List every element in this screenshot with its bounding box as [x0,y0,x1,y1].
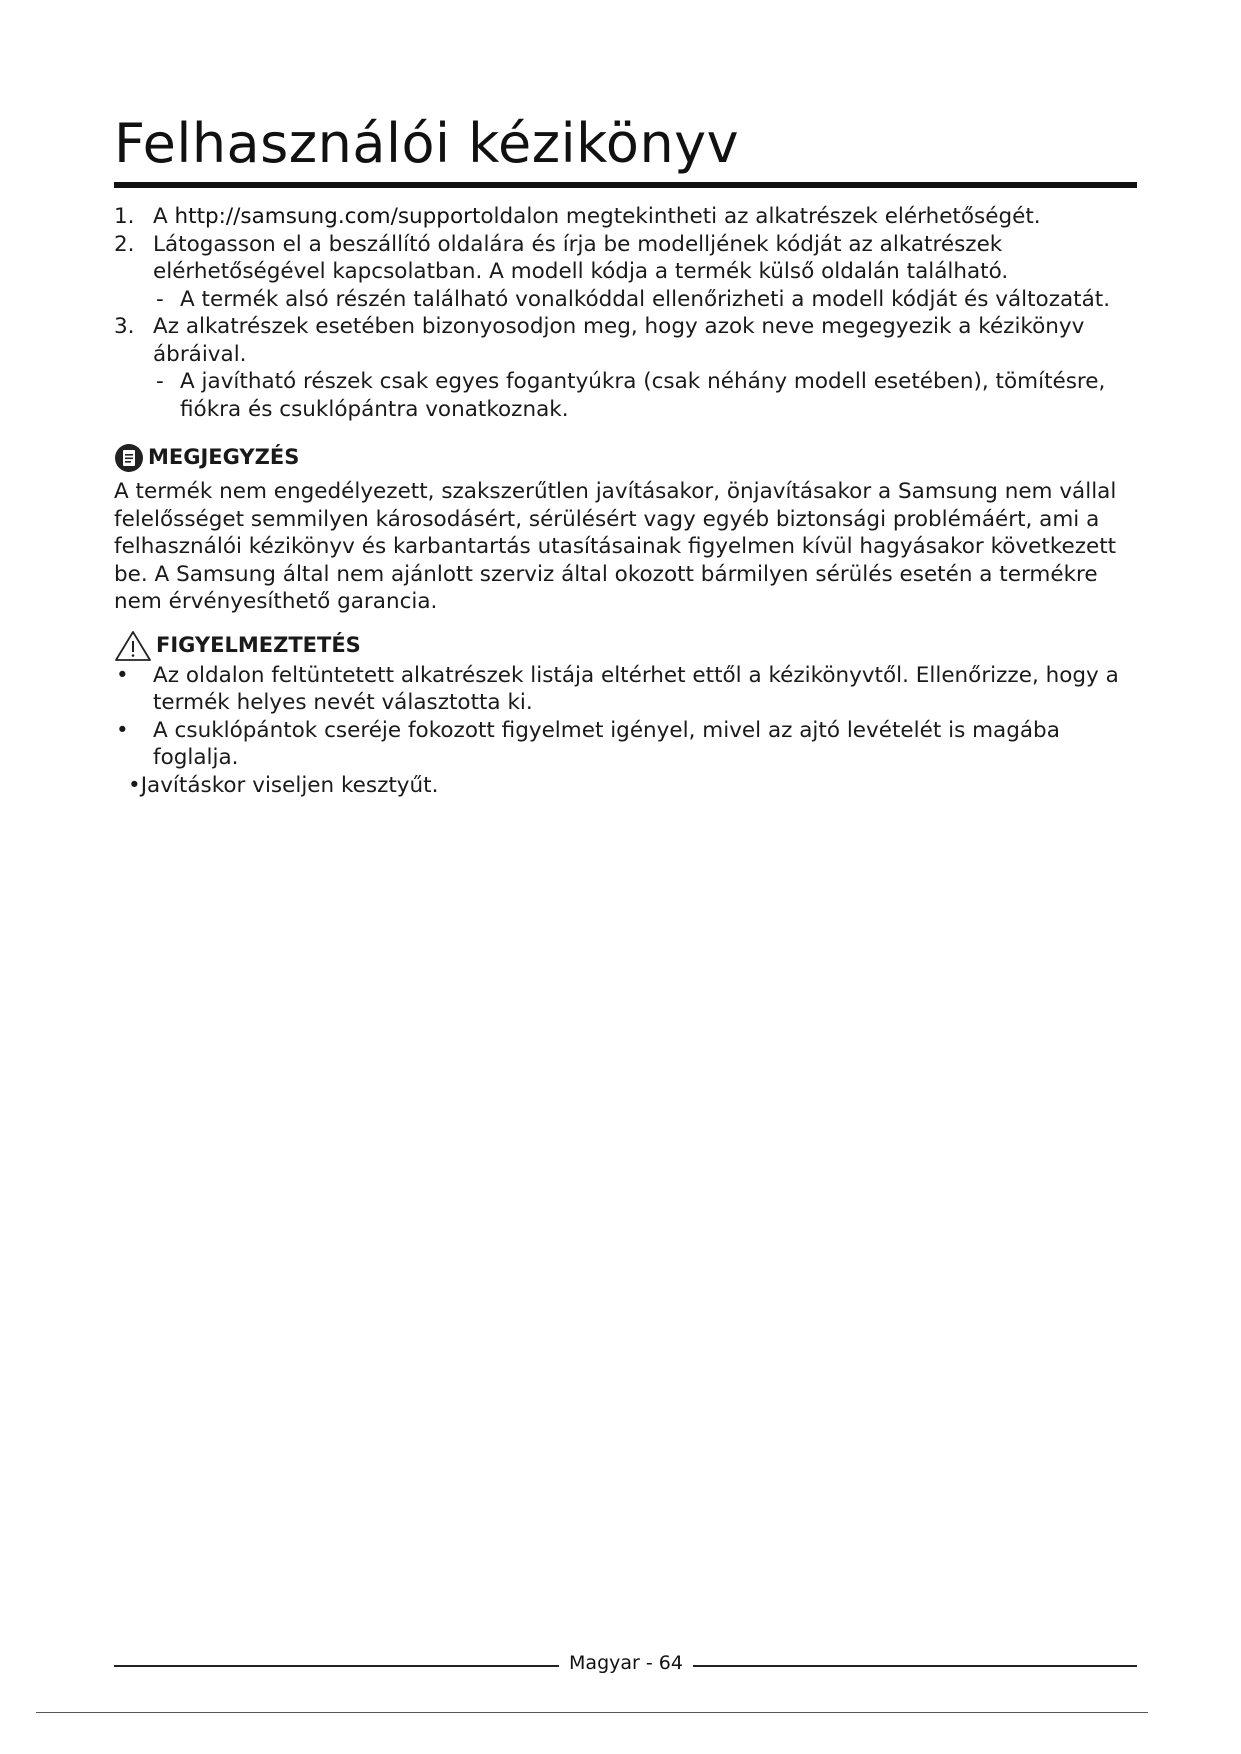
note-heading [114,443,1144,473]
note-text: A termék nem engedélyezett, szakszerűtlen javításakor, önjavításakor a Samsung nem vállal felelősséget semmilyen károsodásért, sérülésért vagy egyéb biztonsági problémáért, ami a felhasználói kézikönyv és karbantartás utasításainak figyelmen kívül hagyásakor következett be. A Samsung által nem ajánlott szerviz által okozott bármilyen sérülés esetén a termékre nem érvényesíthető garancia. [114,479,1117,614]
subitem-text: A termék alsó részén található vonalkóddal ellenőrizheti a modell kódját és változatát. [180,286,1111,312]
warning-bullet [114,717,1144,772]
note-icon [114,443,144,473]
footer-rule-left [114,1665,559,1667]
subitem-text: A javítható részek csak egyes fogantyúkra (csak néhány modell esetében), tömítésre, fiókra és csuklópántra vonatkoznak. [180,369,1106,422]
step-3 [114,313,1144,368]
bullet-text: A csuklópántok cseréje fokozott figyelmet igényel, mivel az ajtó levételét is magába foglalja. [153,717,1060,770]
step-text-prefix: A [153,204,175,229]
warning-icon [114,630,152,662]
support-link[interactable]: http://samsung.com/support [174,204,481,229]
bullet-text: Az oldalon feltüntetett alkatrészek listája eltérhet ettől a kézikönyvtől. Ellenőrizze, hogy a termék helyes nevét választotta ki. [153,662,1119,715]
step-3-subitem [114,368,1144,423]
page-title: Felhasználói kézikönyv [114,112,740,175]
page-number: Magyar - 64 [569,1652,683,1674]
step-1 [114,203,1144,231]
step-text: Az alkatrészek esetében bizonyosodjon meg, hogy azok neve megegyezik a kézikönyv ábráival. [153,314,1085,367]
step-number: 3. [114,314,135,339]
warning-title: FIGYELMEZTETÉS [156,632,361,657]
step-text: oldalon megtekintheti az alkatrészek elérhetőségét. [480,204,1041,229]
bottom-rule [36,1712,1148,1713]
step-2 [114,231,1144,286]
footer-rule-right [693,1665,1137,1667]
bullet-marker: • [128,772,141,798]
dash-marker: - [156,369,164,394]
step-2-subitem [114,286,1144,314]
title-rule [114,182,1137,188]
warning-bullet [114,662,1144,717]
step-number: 2. [114,231,135,257]
warning-heading [114,630,1144,662]
main-content [114,203,1144,799]
bullet-marker: • [116,662,129,688]
step-text: Látogasson el a beszállító oldalára és írja be modelljének kódját az alkatrészek elérhetőségével kapcsolatban. A modell kódja a termék külső oldalán található. [153,231,1009,284]
warning-bullet [114,772,1144,800]
note-title: MEGJEGYZÉS [148,445,300,470]
step-number: 1. [114,204,135,229]
bullet-text: Javításkor viseljen kesztyűt. [140,772,439,798]
bullet-marker: • [116,717,129,743]
dash-marker: - [156,286,164,312]
